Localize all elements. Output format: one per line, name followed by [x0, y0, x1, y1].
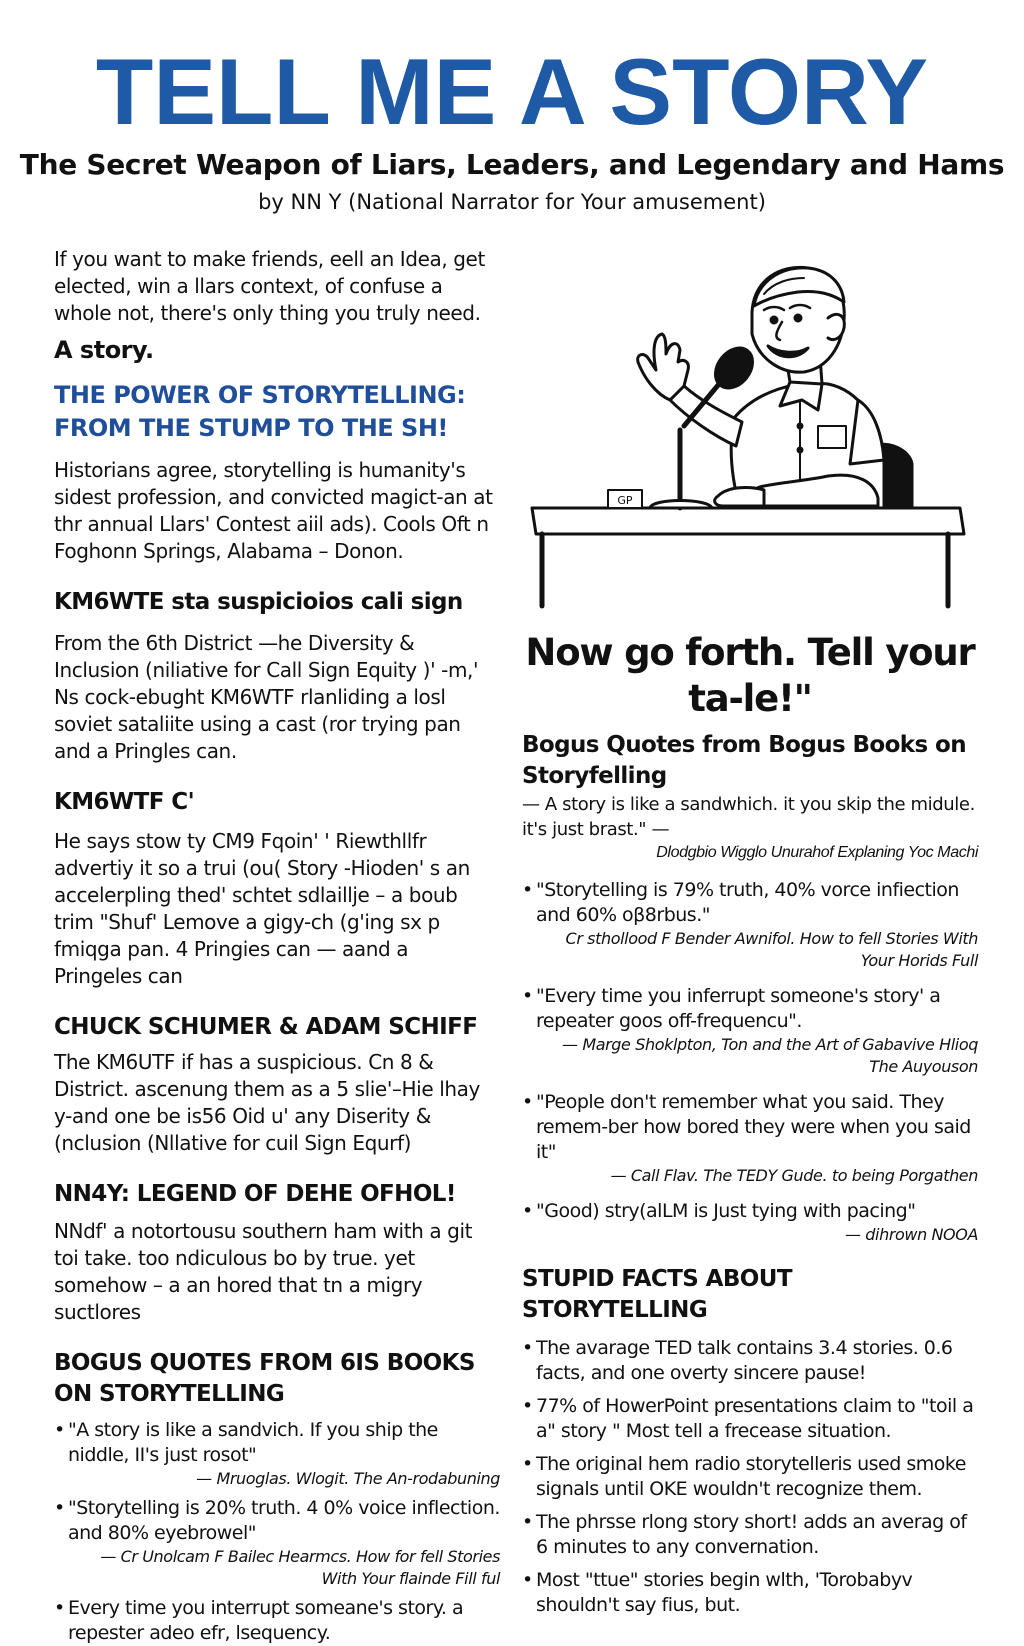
bogus-right-lead [522, 792, 978, 842]
storyteller-illustration [528, 250, 968, 620]
byline: by NN Y (National Narrator for Your amusement) [258, 190, 766, 214]
masthead [0, 39, 1024, 216]
list-item: • Most "ttue" stories begin wlth, 'Torobabyv shouldn't say fius, but. [522, 1568, 978, 1618]
list-item: • The phrsse rlong story short! adds an averag of 6 minutes to any convernation. [522, 1510, 978, 1560]
list-item [54, 1418, 500, 1490]
quote-attribution: — Marge Shoklpton, Ton and the Art of Gabavive Hlioq The Auyouson [562, 1035, 978, 1076]
list-item [54, 1496, 500, 1590]
bogus-right-heading: Bogus Quotes from Bogus Books on Storyfelling [522, 732, 966, 789]
subtitle: The Secret Weapon of Liars, Leaders, and Legendary and Hams [19, 148, 1005, 181]
quote-attribution: — Cr Unolcam F Bailec Hearmcs. How for fell Stories With Your flainde Fill ful [100, 1547, 500, 1588]
intro-punchline: A story. [54, 336, 154, 364]
bogus-left-list [54, 1418, 500, 1646]
intro-text: If you want to make friends, eell an Idea, get elected, win a llars context, of confuse a whole not, there's only thing you truly need. [54, 247, 485, 325]
quote-attribution: Cr sthollood F Bender Awnifol. How to fell Stories With Your Horids Full [565, 929, 978, 970]
mic-base-label: GP [617, 494, 633, 507]
km6wtf-text: He says stow ty CM9 Fqoin' ' Riewthllfr advertiy it so a trui (ou( Story -Hioden' s an accelerpling thed' schtet sdlaillje – a boub trim "Shuf' Lemove a gigy-ch (g'ing sx p fmiqga pan. 4 Pringies can — aand a Pringeles can [54, 829, 470, 988]
list-item [522, 1199, 978, 1246]
quote-attribution: — Mruoglas. Wlogit. The An-rodabuning [196, 1469, 500, 1488]
quote-text: "Every time you inferrupt someone's story' a repeater goos off-frequencu". [536, 985, 941, 1032]
facts-list [522, 1336, 978, 1618]
quote-text: Every time you interrupt someane's story. a repester adeo efr, lsequency. [68, 1597, 464, 1644]
nn4y-text: NNdf' a notortousu southern ham with a git toi take. too ndiculous bo by true. yet somehow – a an hored that tn a migry suctlores [54, 1219, 473, 1324]
list-item [522, 878, 978, 972]
quote-text: "Storytelling is 79% truth, 40% vorce infiection and 60% oβ8rbus." [536, 879, 959, 926]
bogus-right-lead-attr: Dlodgbio Wigglo Unurahof Explaning Yoc Machi [656, 844, 978, 861]
bogus-left-heading: BOGUS QUOTES FROM 6IS BOOKS ON STORYTELLING [54, 1350, 475, 1407]
nn4y-heading: NN4Y: LEGEND OF DEHE OFHOL! [54, 1181, 456, 1207]
list-item [54, 1596, 500, 1646]
quote-attribution: — dihrown NOOA [844, 1225, 978, 1244]
list-item [522, 1090, 978, 1187]
bogus-right-lead-text: — A story is like a sandwhich. it you skip the midule. it's just brast." — [522, 794, 975, 840]
left-column [54, 246, 500, 1646]
quote-text: "People don't remember what you said. They remem-ber how bored they were when you said it" [536, 1091, 971, 1163]
list-item: • 77% of HowerPoint presentations claim to "toil a a" story " Most tell a frecease situation. [522, 1394, 978, 1444]
schumer-text: The KM6UTF if has a suspicious. Cn 8 & District. ascenung them as a 5 slie'–Hie lhay y-and one be is56 Oid u' any Diserity & (nclusion (Nllative for cuil Sign Equrf) [54, 1050, 480, 1155]
callsign-heading: KM6WTE sta suspicioios cali sign [54, 589, 463, 615]
quote-text: "A story is like a sandvich. If you ship the niddle, II's just rosot" [68, 1419, 438, 1466]
quote-text: "Storytelling is 20% truth. 4 0% voice inflection. and 80% eyebrowel" [68, 1497, 500, 1544]
callsign-text: From the 6th District —he Diversity & Inclusion (niliative for Call Sign Equity )' -m,' Ns cock-ebught KM6WTF rlanliding a losl soviet sataliite using a cast (ror trying pan and a Pringles can. [54, 631, 479, 763]
km6wtf-heading: KM6WTF C' [54, 789, 195, 815]
page-title: TELL ME A STORY [95, 39, 929, 144]
list-item: • The avarage TED talk contains 3.4 stories. 0.6 facts, and one overty sincere pause! [522, 1336, 978, 1386]
quote-text: "Good) stry(alLM is Just tying with pacing" [536, 1200, 916, 1222]
schumer-heading: CHUCK SCHUMER & ADAM SCHIFF [54, 1014, 478, 1040]
list-item: • The original hem radio storytelleris used smoke signals until OKE wouldn't recognize them. [522, 1452, 978, 1502]
facts-heading: STUPID FACTS ABOUT STORYTELLING [522, 1266, 792, 1323]
call-to-action: Now go forth. Tell your ta-le!" [525, 631, 975, 720]
quote-attribution: — Call Flav. The TEDY Gude. to being Porgathen [610, 1166, 978, 1185]
list-item [522, 984, 978, 1078]
right-column [522, 630, 978, 1618]
power-text: Historians agree, storytelling is humanity's sidest profession, and convicted magict-an at thr annual Llars' Contest aiil ads). Cools Oft n Foghonn Springs, Alabama – Donon. [54, 458, 493, 563]
power-heading: THE POWER OF STORYTELLING: FROM THE STUMP TO THE SH! [54, 381, 466, 442]
bogus-right-list [522, 878, 978, 1246]
